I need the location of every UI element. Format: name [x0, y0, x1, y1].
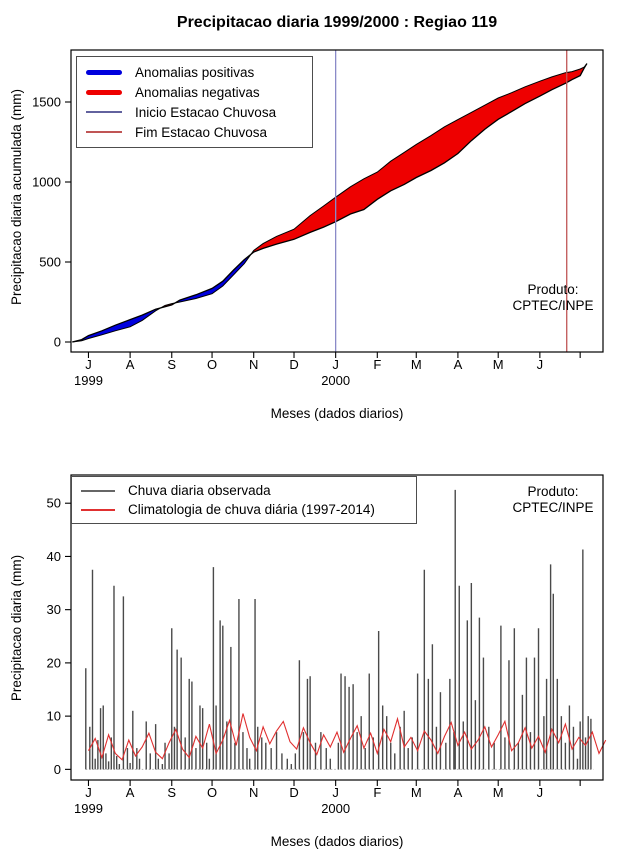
month-tick-label: F: [373, 357, 382, 372]
legend-label: Fim Estacao Chuvosa: [135, 124, 268, 140]
month-tick-label: O: [206, 785, 218, 800]
product-credit-line2: CPTEC/INPE: [512, 298, 594, 313]
climatology-line-icon: [81, 509, 115, 511]
month-tick-label: J: [85, 357, 92, 372]
x-axis-title-daily: Meses (dados diarios): [270, 834, 404, 849]
legend-item: [86, 62, 303, 82]
climatology-daily-curve: [89, 714, 606, 760]
month-tick-label: J: [332, 785, 339, 800]
month-tick-label: S: [167, 357, 177, 372]
product-credit-line1: Produto:: [527, 484, 579, 499]
y-tick-label: 20: [46, 655, 61, 671]
y-tick-label: 500: [39, 254, 61, 270]
y-tick-label: 1500: [32, 94, 61, 110]
month-tick-label: O: [206, 357, 218, 372]
year-tick-label: 2000: [321, 373, 351, 388]
positive-anomaly-fill: [175, 254, 251, 303]
legend-label: Anomalias negativas: [135, 84, 260, 100]
month-tick-label: N: [249, 357, 259, 372]
page-title: Precipitacao diaria 1999/2000 : Regiao 119: [176, 14, 498, 31]
y-tick-label: 40: [46, 548, 61, 564]
y-tick-label: 0: [53, 761, 61, 777]
month-tick-label: J: [536, 785, 544, 800]
legend-anomalies: [76, 56, 313, 148]
y-tick-label: 0: [53, 334, 61, 350]
year-tick-label: 1999: [74, 373, 103, 388]
month-tick-label: J: [536, 357, 544, 372]
year-tick-label: 2000: [321, 801, 351, 816]
month-tick-label: A: [125, 357, 135, 372]
month-tick-label: A: [453, 357, 463, 372]
y-tick-label: 30: [46, 602, 61, 618]
legend-daily: [71, 476, 417, 524]
month-tick-label: M: [492, 357, 504, 372]
product-credit-daily: [492, 484, 614, 516]
observed-rain-line-icon: [81, 490, 115, 492]
daily-chart: [47, 475, 606, 816]
month-tick-label: S: [167, 785, 177, 800]
month-tick-label: A: [125, 785, 135, 800]
month-tick-label: A: [453, 785, 463, 800]
legend-item: [81, 481, 407, 500]
legend-item: [86, 82, 303, 102]
product-credit-cumulative: [492, 282, 614, 314]
positive-anomaly-line-icon: [86, 70, 122, 75]
product-credit-line1: Produto:: [527, 282, 579, 297]
legend-label: Chuva diaria observada: [128, 483, 271, 498]
legend-item: [81, 500, 407, 519]
month-tick-label: M: [410, 785, 422, 800]
month-tick-label: J: [332, 357, 339, 372]
y-tick-label: 1000: [32, 174, 61, 190]
legend-label: Inicio Estacao Chuvosa: [135, 104, 277, 120]
x-axis-title-cumulative: Meses (dados diarios): [270, 406, 404, 421]
month-tick-label: N: [249, 785, 259, 800]
y-axis-title-cumulative: Precipitacao diaria acumulada (mm): [9, 88, 24, 306]
y-tick-label: 10: [46, 708, 61, 724]
product-credit-line2: CPTEC/INPE: [512, 500, 594, 515]
month-tick-label: M: [410, 357, 422, 372]
season-end-line-icon: [86, 131, 122, 133]
year-tick-label: 1999: [74, 801, 103, 816]
legend-label: Anomalias positivas: [135, 64, 255, 80]
season-start-line-icon: [86, 111, 122, 113]
legend-label: Climatologia de chuva diária (1997-2014): [128, 502, 375, 517]
month-tick-label: J: [85, 785, 92, 800]
month-tick-label: M: [492, 785, 504, 800]
legend-item: [86, 122, 303, 142]
legend-item: [86, 102, 303, 122]
month-tick-label: D: [289, 357, 299, 372]
y-axis-title-daily: Precipitacao diaria (mm): [9, 554, 24, 702]
negative-anomaly-line-icon: [86, 90, 122, 95]
month-tick-label: D: [289, 785, 299, 800]
month-tick-label: F: [373, 785, 382, 800]
y-tick-label: 50: [46, 495, 61, 511]
